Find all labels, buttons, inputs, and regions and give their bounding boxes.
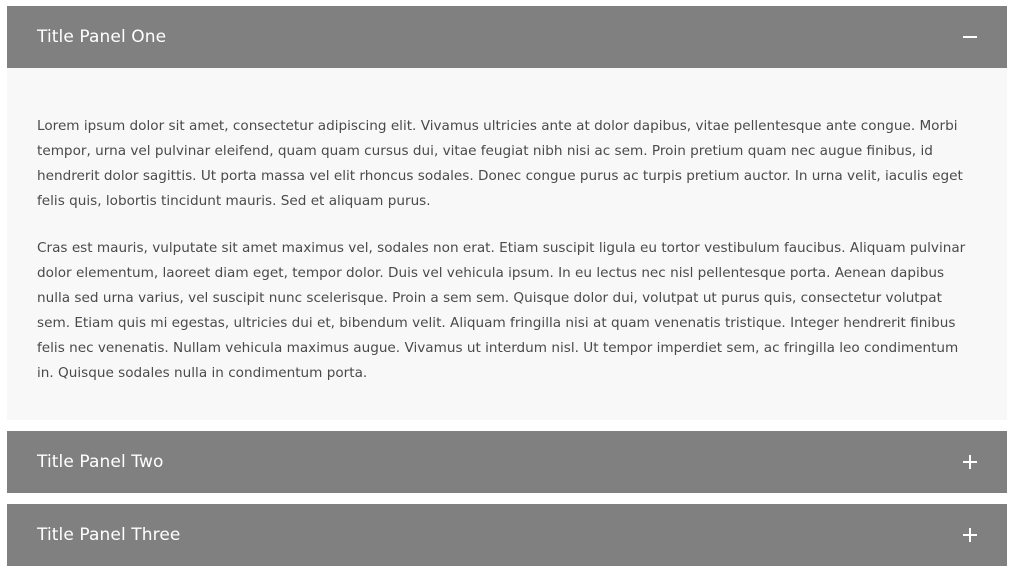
panel-two-title: Title Panel Two [37, 452, 164, 472]
plus-icon[interactable] [962, 527, 978, 543]
panel-two [7, 431, 1007, 493]
panel-three [7, 504, 1007, 566]
accordion [7, 6, 1007, 566]
minus-icon[interactable] [962, 29, 978, 45]
panel-one [7, 6, 1007, 420]
plus-icon[interactable] [962, 454, 978, 470]
panel-one-paragraph-1: Lorem ipsum dolor sit amet, consectetur adipiscing elit. Vivamus ultricies ante at dolor dapibus, vitae pellentesque ante congue. Morbi tempor, urna vel pulvinar eleifend, quam quam cursus dui, vitae feugiat nibh nisi ac sem. Proin pretium quam nec augue finibus, id hendrerit dolor sagittis. Ut porta massa vel elit rhoncus sodales. Donec congue purus ac turpis pretium auctor. In urna velit, iaculis eget felis quis, lobortis tincidunt mauris. Sed et aliquam purus. [37, 118, 963, 209]
panel-two-header[interactable] [7, 431, 1007, 493]
panel-one-title: Title Panel One [37, 27, 167, 47]
panel-one-header[interactable] [7, 6, 1007, 68]
panel-three-header[interactable] [7, 504, 1007, 566]
panel-three-title: Title Panel Three [37, 525, 181, 545]
panel-one-paragraph-2: Cras est mauris, vulputate sit amet maximus vel, sodales non erat. Etiam suscipit ligula eu tortor vestibulum faucibus. Aliquam pulvinar dolor elementum, laoreet diam eget, tempor dolor. Duis vel vehicula ipsum. In eu lectus nec nisl pellentesque porta. Aenean dapibus nulla sed urna varius, vel suscipit nunc scelerisque. Proin a sem sem. Quisque dolor dui, volutpat ut purus quis, consectetur volutpat sem. Etiam quis mi egestas, ultricies dui et, bibendum velit. Aliquam fringilla nisi at quam venenatis tristique. Integer hendrerit finibus felis nec venenatis. Nullam vehicula maximus augue. Vivamus ut interdum nisl. Ut tempor imperdiet sem, ac fringilla leo condimentum in. Quisque sodales nulla in condimentum porta. [37, 240, 966, 381]
panel-one-content [7, 68, 1007, 420]
